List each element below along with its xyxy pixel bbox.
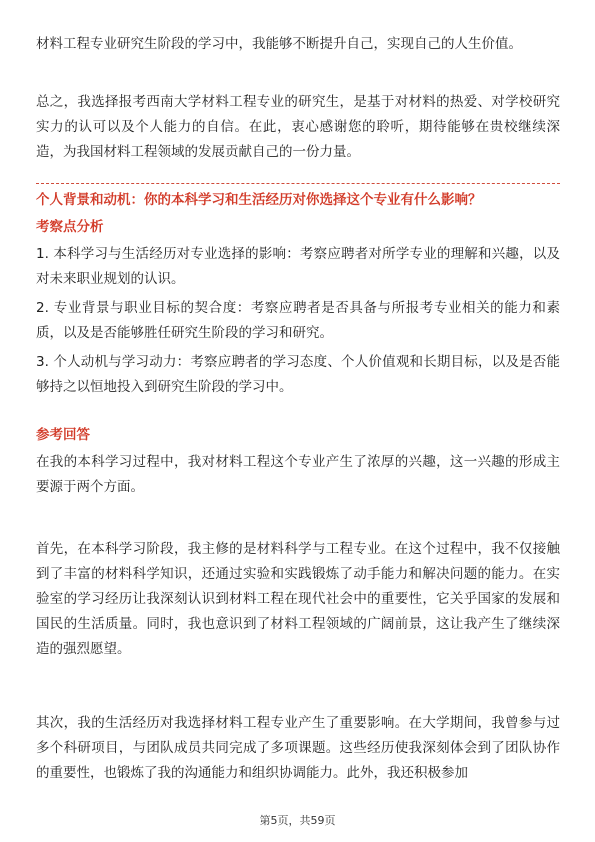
assessment-heading: 考察点分析 xyxy=(36,219,104,235)
question-title: 个人背景和动机：你的本科学习和生活经历对你选择这个专业有什么影响？ xyxy=(36,192,482,208)
assessment-point: 2. 专业背景与职业目标的契合度：考察应聘者是否具备与所报考专业相关的能力和素质，以及是否能够胜任研究生阶段的学习和研究。 xyxy=(36,300,560,341)
answer-heading: 参考回答 xyxy=(36,427,90,443)
answer-paragraph: 在我的本科学习过程中，我对材料工程这个专业产生了浓厚的兴趣，这一兴趣的形成主要源于两个方面。 xyxy=(36,454,560,495)
assessment-point: 3. 个人动机与学习动力：考察应聘者的学习态度、个人价值观和长期目标，以及是否能够持之以恒地投入到研究生阶段的学习中。 xyxy=(36,354,560,395)
assessment-point: 1. 本科学习与生活经历对专业选择的影响：考察应聘者对所学专业的理解和兴趣，以及对未来职业规划的认识。 xyxy=(36,246,560,287)
answer-paragraph: 其次，我的生活经历对我选择材料工程专业产生了重要影响。在大学期间，我曾参与过多个科研项目，与团队成员共同完成了多项课题。这些经历使我深刻体会到了团队协作的重要性，也锻炼了我的沟通能力和组织协调能力。此外，我还积极参加 xyxy=(36,715,560,781)
answer-paragraph: 首先，在本科学习阶段，我主修的是材料科学与工程专业。在这个过程中，我不仅接触到了丰富的材料科学知识，还通过实验和实践锻炼了动手能力和解决问题的能力。在实验室的学习经历让我深刻认识到材料工程在现代社会中的重要性，它关乎国家的发展和国民的生活质量。同时，我也意识到了材料工程领域的广阔前景，这让我产生了继续深造的强烈愿望。 xyxy=(36,541,560,657)
page-number: 第5页，共59页 xyxy=(259,814,336,827)
body-paragraph: 总之，我选择报考西南大学材料工程专业的研究生，是基于对材料的热爱、对学校研究实力的认可以及个人能力的自信。在此，衷心感谢您的聆听，期待能够在贵校继续深造，为我国材料工程领域的发展贡献自己的一份力量。 xyxy=(36,94,560,160)
body-paragraph: 材料工程专业研究生阶段的学习中，我能够不断提升自己，实现自己的人生价值。 xyxy=(36,36,522,52)
assessment-points xyxy=(36,242,560,404)
section-divider xyxy=(36,183,560,184)
